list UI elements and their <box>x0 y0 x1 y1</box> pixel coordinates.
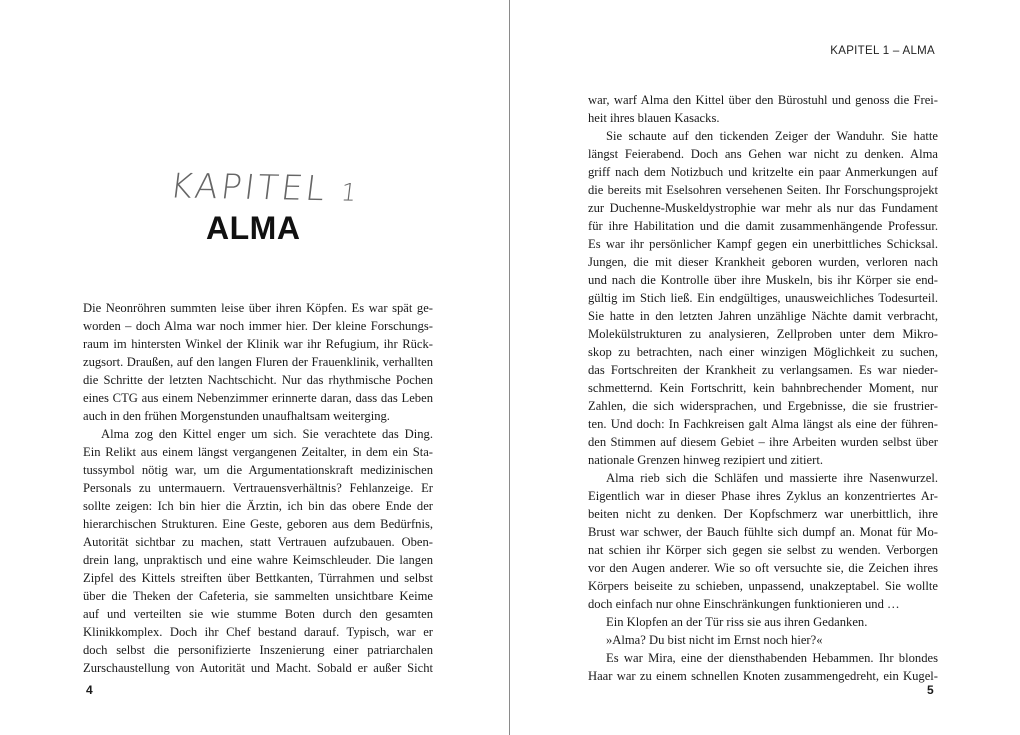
text-line: längst Feierabend. Doch ans Gehen war nicht zu denken. Alma <box>588 147 938 161</box>
text-line: Zahlen, die sich widersprachen, und Ergebnisse, die sie frustrier- <box>588 399 938 413</box>
text-line: nat schien ihr Körper sich gegen sie selbst zu wenden. Verborgen <box>588 543 938 557</box>
text-line: skop zu betrachten, nach einer winzigen Möglichkeit zu suchen, <box>588 345 938 359</box>
left-page-body-text <box>83 299 433 677</box>
text-line: Personals zu untermauern. Vertrauensverhältnis? Fehlanzeige. Er <box>83 481 433 495</box>
text-line: Haar war zu einem schnellen Knoten zusammengedreht, ein Kugel- <box>588 669 938 683</box>
text-line: schmetternd. Kein Fortschritt, kein bahnbrechender Moment, nur <box>588 381 938 395</box>
text-line: Sie schaute auf den tickenden Zeiger der Wanduhr. Sie hatte <box>606 129 938 143</box>
text-line: »Alma? Du bist nicht im Ernst noch hier?« <box>606 633 823 647</box>
text-line: die Schritte der letzten Nachtschicht. Nur das rhythmische Pochen <box>83 373 433 387</box>
text-line: Alma zog den Kittel enger um sich. Sie verachtete das Ding. <box>101 427 433 441</box>
text-line: Körpers beiseite zu schieben, unpassend, unakzeptabel. Sie wollte <box>588 579 938 593</box>
text-line: Zipfel des Kittels streiften über Bettkanten, Türrahmen und selbst <box>83 571 433 585</box>
text-line: beiten nicht zu denken. Der Kopfschmerz war unerbittlich, ihre <box>588 507 938 521</box>
text-line: Brust war schwer, der Bauch fühlte sich dumpf an. Monat für Mo- <box>588 525 938 539</box>
chapter-label-text: KAPITEL <box>167 166 331 210</box>
text-line: nationale Grenzen hinweg rezipiert und zitiert. <box>588 453 823 467</box>
text-line: doch selbst die personifizierte Inszenierung einer patriarchalen <box>83 643 433 657</box>
text-line: Klinikkomplex. Doch ihr Chef bestand darauf. Typisch, war er <box>83 625 433 639</box>
text-line: eines CTG aus einem Nebenzimmer erinnerte daran, dass das Leben <box>83 391 433 405</box>
text-line: Ein Relikt aus einem längst vergangenen Zeitalter, in dem ein Sta- <box>83 445 433 459</box>
text-line: tussymbol nötig war, um die Argumentationskraft medizinischen <box>83 463 433 477</box>
text-line: raum im hintersten Winkel der Klinik war ihr Refugium, ihr Rück- <box>83 337 433 351</box>
text-line: sollte zeigen: Ich bin hier die Ärztin, ich bin das obere Ende der <box>83 499 433 513</box>
text-line: drein lang, unpraktisch und eine wahre Keimschleuder. Die langen <box>83 553 433 567</box>
text-line: vor den Augen anderer. Wie so oft versuchte sie, die Zeichen ihres <box>588 561 938 575</box>
text-line: und nach die Kontrolle über ihre Muskeln, bis ihr Körper sie end- <box>588 273 938 287</box>
text-line: war, warf Alma den Kittel über den Bürostuhl und genoss die Frei- <box>588 93 938 107</box>
text-line: das Fortschreiten der Krankheit zu verlangsamen. Es war nieder- <box>588 363 938 377</box>
text-line: ten. Und doch: In Fachkreisen galt Alma längst als eine der führen- <box>588 417 938 431</box>
chapter-title: ALMA <box>206 210 301 246</box>
text-line: heit ihres blauen Kasacks. <box>588 111 720 125</box>
left-page <box>0 0 509 735</box>
page-gutter-divider <box>509 0 510 735</box>
text-line: Ein Klopfen an der Tür riss sie aus ihren Gedanken. <box>606 615 868 629</box>
text-line: Alma rieb sich die Schläfen und massierte ihre Nasenwurzel. <box>606 471 938 485</box>
text-line: den Stimmen auf diesem Gebiet – ihre Arbeiten wurden selbst über <box>588 435 938 449</box>
running-head: KAPITEL 1 – ALMA <box>830 45 935 57</box>
right-page-body-text <box>588 91 938 685</box>
text-line: auf und verteilten sie wie stumme Boten durch den gesamten <box>83 607 433 621</box>
text-line: doch einfach nur ohne Einschränkungen funktionieren und … <box>588 597 900 611</box>
text-line: für ihre Habilitation und die damit zusammenhängende Professur. <box>588 219 938 233</box>
chapter-number: 1 <box>339 178 362 207</box>
text-line: Jungen, die mit dieser Krankheit geboren wurden, verloren nach <box>588 255 938 269</box>
text-line: Autorität sichtbar zu machen, statt Vertrauen aufzubauen. Oben- <box>83 535 433 549</box>
text-line: Eigentlich war in dieser Phase ihres Zyklus an konzentriertes Ar- <box>588 489 938 503</box>
text-line: Es war Mira, eine der diensthabenden Hebammen. Ihr blondes <box>606 651 938 665</box>
page-number-right: 5 <box>927 683 934 697</box>
chapter-label <box>168 166 362 209</box>
right-page <box>511 0 1020 735</box>
text-line: Die Neonröhren summten leise über ihren Köpfen. Es war spät ge- <box>83 301 433 315</box>
text-line: über die Theken der Cafeteria, sie sammelten unsichtbare Keime <box>83 589 433 603</box>
text-line: hierarchischen Strukturen. Eine Geste, geboren aus dem Bedürfnis, <box>83 517 433 531</box>
text-line: Sie hatte in den letzten Jahren unzählige Nächte damit verbracht, <box>588 309 938 323</box>
text-line: Es war ihr persönlicher Kampf gegen ein unerbittliches Schicksal. <box>588 237 938 251</box>
text-line: gültig im Stich ließ. Ein endgültiges, unausweichliches Todesurteil. <box>588 291 938 305</box>
text-line: zur Duchenne-Muskeldystrophie war mehr als nur das Fundament <box>588 201 938 215</box>
text-line: zugsort. Draußen, auf den langen Fluren der Frauenklinik, verhallten <box>83 355 433 369</box>
text-line: auch in den frühen Morgenstunden unaufhaltsam weiterging. <box>83 409 390 423</box>
text-line: griff nach dem Notizbuch und kritzelte ein paar Anmerkungen auf <box>588 165 938 179</box>
text-line: worden – doch Alma war noch immer hier. Der kleine Forschungs- <box>83 319 433 333</box>
text-line: die bereits mit Eselsohren versehenen Seiten. Ihr Forschungsprojekt <box>588 183 938 197</box>
page-number-left: 4 <box>86 683 93 697</box>
text-line: Zurschaustellung von Autorität und Macht. Sobald er außer Sicht <box>83 661 433 675</box>
text-line: Molekülstrukturen zu analysieren, Zellproben unter dem Mikro- <box>588 327 938 341</box>
